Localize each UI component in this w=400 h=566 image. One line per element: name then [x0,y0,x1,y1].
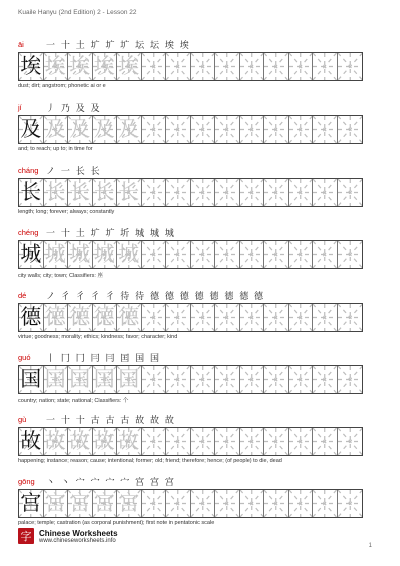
trace-character-cell [68,428,93,455]
pinyin-label: cháng [18,166,39,175]
practice-grid [18,240,363,269]
character-practice-row [18,413,380,476]
trace-character: 德 [44,305,66,329]
trace-character-cell [93,428,118,455]
trace-character: 城 [44,242,66,266]
empty-practice-cell [215,366,240,393]
empty-practice-cell [142,304,167,331]
empty-practice-cell [264,241,289,268]
empty-practice-cell [215,179,240,206]
model-character-cell [19,490,44,517]
empty-practice-cell [289,428,314,455]
empty-practice-cell [191,490,216,517]
trace-character-cell [117,179,142,206]
trace-character: 宫 [69,491,91,515]
character-meaning: length; long; forever; always; constantly [18,209,115,215]
trace-character-cell [68,241,93,268]
character-meaning: happening; instance; reason; cause; intentional; former; old; friend; therefore; hence; (of people) to die, dead [18,458,282,464]
stroke-order-sequence: ノ 彳 彳 彳 彳 待 待 德 德 德 德 德 德 德 德 [46,292,265,302]
trace-character: 故 [118,429,140,453]
trace-character-cell [117,304,142,331]
empty-practice-cell [338,490,363,517]
worksheet-header: Kuaile Hanyu (2nd Edition) 2 - Lesson 22 [18,9,137,16]
trace-character-cell [68,304,93,331]
trace-character: 宫 [118,491,140,515]
trace-character: 长 [118,180,140,204]
empty-practice-cell [142,53,167,80]
empty-practice-cell [313,241,338,268]
empty-practice-cell [289,490,314,517]
trace-character-cell [44,490,69,517]
empty-practice-cell [166,304,191,331]
model-character-cell [19,428,44,455]
pinyin-label: gōng [18,477,35,486]
trace-character-cell [68,490,93,517]
model-character: 城 [20,242,42,266]
stroke-order-sequence: 丶 丶 宀 宀 宀 宀 宫 宫 宫 [46,478,176,488]
model-character-cell [19,116,44,143]
empty-practice-cell [264,53,289,80]
stroke-order-sequence: 丿 乃 及 及 [46,104,102,114]
empty-practice-cell [338,304,363,331]
trace-character-cell [93,179,118,206]
empty-practice-cell [313,116,338,143]
trace-character: 埃 [118,54,140,78]
trace-character-cell [117,53,142,80]
stroke-order-sequence: 丨 冂 冂 冃 冃 囯 国 国 [46,354,161,364]
chinese-worksheets-logo-icon: 字 [18,528,34,544]
pinyin-label: dé [18,291,27,300]
trace-character: 及 [118,117,140,141]
model-character-cell [19,304,44,331]
empty-practice-cell [191,241,216,268]
stroke-order-sequence: 一 十 土 圹 圹 圻 城 城 城 [46,229,176,239]
empty-practice-cell [240,428,265,455]
practice-grid [18,115,363,144]
pinyin-label: chéng [18,228,39,237]
logo-title: Chinese Worksheets [39,528,118,538]
trace-character-cell [93,490,118,517]
empty-practice-cell [166,490,191,517]
empty-practice-cell [191,366,216,393]
practice-grid [18,365,363,394]
empty-practice-cell [240,366,265,393]
trace-character: 国 [44,367,66,391]
trace-character-cell [68,179,93,206]
character-practice-row [18,101,380,164]
empty-practice-cell [289,366,314,393]
trace-character: 德 [93,305,115,329]
empty-practice-cell [240,116,265,143]
model-character: 国 [20,367,42,391]
trace-character: 埃 [44,54,66,78]
trace-character: 城 [118,242,140,266]
trace-character: 埃 [69,54,91,78]
empty-practice-cell [215,304,240,331]
trace-character-cell [68,116,93,143]
character-practice-row [18,351,380,414]
model-character-cell [19,53,44,80]
trace-character-cell [44,428,69,455]
trace-character-cell [68,366,93,393]
trace-character-cell [93,366,118,393]
empty-practice-cell [338,53,363,80]
character-meaning: country; nation; state; national; Classifiers: 个 [18,398,129,404]
footer-logo [18,528,118,544]
empty-practice-cell [289,53,314,80]
trace-character: 长 [69,180,91,204]
trace-character: 德 [118,305,140,329]
empty-practice-cell [264,490,289,517]
empty-practice-cell [191,179,216,206]
empty-practice-cell [338,366,363,393]
empty-practice-cell [215,116,240,143]
empty-practice-cell [264,304,289,331]
pinyin-label: āi [18,40,24,49]
empty-practice-cell [289,179,314,206]
empty-practice-cell [338,179,363,206]
empty-practice-cell [240,241,265,268]
trace-character-cell [93,53,118,80]
trace-character: 及 [93,117,115,141]
empty-practice-cell [166,116,191,143]
trace-character: 国 [118,367,140,391]
trace-character-cell [68,53,93,80]
trace-character-cell [117,116,142,143]
empty-practice-cell [166,179,191,206]
empty-practice-cell [240,490,265,517]
empty-practice-cell [338,428,363,455]
trace-character: 国 [93,367,115,391]
empty-practice-cell [313,53,338,80]
trace-character-cell [93,241,118,268]
empty-practice-cell [338,116,363,143]
empty-practice-cell [215,428,240,455]
trace-character: 宫 [44,491,66,515]
empty-practice-cell [264,116,289,143]
empty-practice-cell [338,241,363,268]
model-character-cell [19,179,44,206]
practice-grid [18,427,363,456]
empty-practice-cell [289,116,314,143]
empty-practice-cell [142,116,167,143]
trace-character: 长 [44,180,66,204]
empty-practice-cell [313,304,338,331]
empty-practice-cell [142,428,167,455]
trace-character-cell [117,366,142,393]
model-character-cell [19,241,44,268]
trace-character: 及 [44,117,66,141]
practice-grid [18,52,363,81]
trace-character-cell [93,304,118,331]
trace-character: 国 [69,367,91,391]
empty-practice-cell [240,179,265,206]
practice-grid [18,303,363,332]
trace-character: 宫 [93,491,115,515]
model-character: 宫 [20,491,42,515]
trace-character: 城 [69,242,91,266]
pinyin-label: jí [18,103,22,112]
trace-character-cell [44,241,69,268]
empty-practice-cell [166,241,191,268]
trace-character-cell [44,179,69,206]
empty-practice-cell [240,53,265,80]
model-character: 及 [20,117,42,141]
character-practice-row [18,226,380,289]
empty-practice-cell [289,241,314,268]
empty-practice-cell [142,366,167,393]
trace-character: 故 [69,429,91,453]
empty-practice-cell [215,53,240,80]
character-meaning: and; to reach; up to; in time for [18,146,93,152]
empty-practice-cell [215,490,240,517]
model-character: 埃 [20,54,42,78]
practice-grid [18,489,363,518]
trace-character: 长 [93,180,115,204]
trace-character-cell [117,490,142,517]
trace-character-cell [117,428,142,455]
character-practice-row [18,38,380,101]
model-character: 故 [20,429,42,453]
model-character-cell [19,366,44,393]
empty-practice-cell [264,428,289,455]
trace-character-cell [117,241,142,268]
empty-practice-cell [142,179,167,206]
empty-practice-cell [240,304,265,331]
trace-character-cell [44,53,69,80]
pinyin-label: gù [18,415,27,424]
empty-practice-cell [191,304,216,331]
empty-practice-cell [166,53,191,80]
trace-character: 城 [93,242,115,266]
empty-practice-cell [191,53,216,80]
character-meaning: palace; temple; castration (as corporal punishment); first note in pentatonic scale [18,520,215,526]
empty-practice-cell [313,179,338,206]
page-number: 1 [368,543,372,549]
pinyin-label: guó [18,353,31,362]
trace-character-cell [93,116,118,143]
character-meaning: virtue; goodness; morality; ethics; kindness; favor; character; kind [18,334,178,340]
empty-practice-cell [142,241,167,268]
empty-practice-cell [313,366,338,393]
model-character: 长 [20,180,42,204]
trace-character-cell [44,116,69,143]
model-character: 德 [20,305,42,329]
empty-practice-cell [264,179,289,206]
character-meaning: dust; dirt; angstrom; phonetic ai or e [18,83,106,89]
character-meaning: city walls; city; town; Classifiers: 座 [18,273,103,279]
empty-practice-cell [289,304,314,331]
empty-practice-cell [166,366,191,393]
empty-practice-cell [191,116,216,143]
empty-practice-cell [191,428,216,455]
trace-character: 故 [93,429,115,453]
empty-practice-cell [166,428,191,455]
empty-practice-cell [142,490,167,517]
empty-practice-cell [313,490,338,517]
trace-character-cell [44,304,69,331]
practice-grid [18,178,363,207]
logo-url: www.chineseworksheets.info [39,537,116,544]
empty-practice-cell [313,428,338,455]
character-practice-row [18,289,380,352]
trace-character: 故 [44,429,66,453]
character-practice-row [18,164,380,227]
trace-character: 德 [69,305,91,329]
empty-practice-cell [264,366,289,393]
empty-practice-cell [215,241,240,268]
stroke-order-sequence: 一 十 土 圹 圹 圹 坛 坛 埃 埃 [46,41,191,51]
trace-character: 埃 [93,54,115,78]
trace-character-cell [44,366,69,393]
stroke-order-sequence: 一 十 十 古 古 古 故 故 故 [46,416,176,426]
trace-character: 及 [69,117,91,141]
stroke-order-sequence: ノ 一 长 长 [46,167,102,177]
